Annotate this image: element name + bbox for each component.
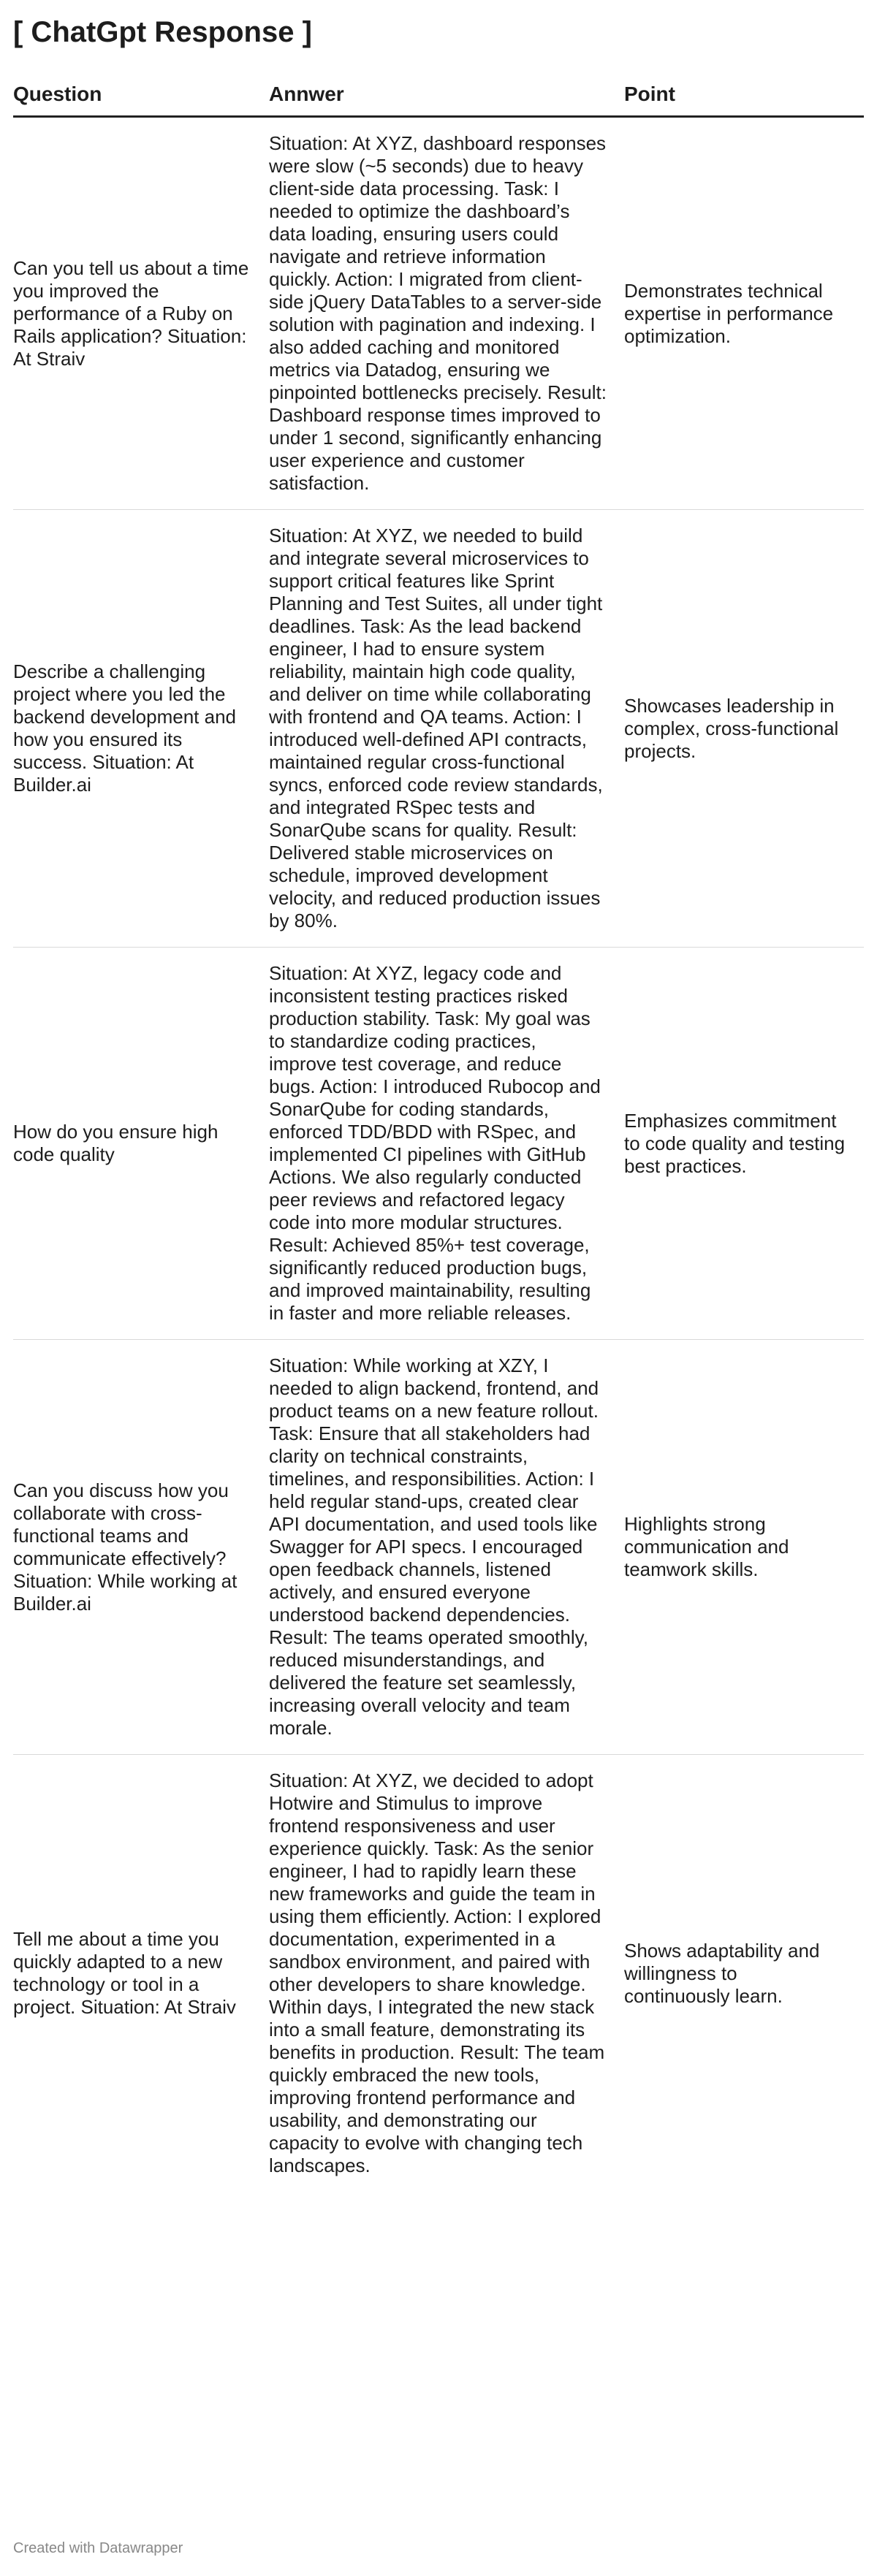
point-cell: Highlights strong communication and teamwork skills. (624, 1340, 864, 1755)
table-row (13, 510, 864, 948)
column-header-point: Point (624, 82, 864, 117)
answer-cell: Situation: At XYZ, we needed to build and integrate several microservices to support critical features like Sprint Planning and Test Suites, all under tight deadlines. Task: As the lead backend engineer, I had to ensure system reliability, maintain high code quality, and deliver on time while collaborating with frontend and QA teams. Action: I introduced well-defined API contracts, maintained regular cross-functional syncs, enforced code review standards, and integrated RSpec tests and SonarQube scans for quality. Result: Delivered stable microservices on schedule, improved development velocity, and reduced production issues by 80%. (269, 510, 624, 948)
point-cell: Emphasizes commitment to code quality and testing best practices. (624, 948, 864, 1340)
question-cell: Can you tell us about a time you improved the performance of a Ruby on Rails application? Situation: At Straiv (13, 117, 269, 510)
point-cell: Demonstrates technical expertise in performance optimization. (624, 117, 864, 510)
data-table (13, 82, 864, 2192)
table-header-row (13, 82, 864, 117)
point-cell: Shows adaptability and willingness to continuously learn. (624, 1939, 820, 2007)
question-cell: Tell me about a time you quickly adapted to a new technology or tool in a project. Situation: At Straiv (13, 1928, 236, 2018)
table-row (13, 948, 864, 1340)
question-cell: Describe a challenging project where you led the backend development and how you ensured its success. Situation: At Builder.ai (13, 510, 269, 948)
attribution-footer: Created with Datawrapper (13, 2540, 183, 2556)
answer-cell: Situation: At XYZ, legacy code and inconsistent testing practices risked production stability. Task: My goal was to standardize coding practices, improve test coverage, and reduce bugs. Action: I introduced Rubocop and SonarQube for coding standards, enforced TDD/BDD with RSpec, and implemented CI pipelines with GitHub Actions. We also regularly conducted peer reviews and refactored legacy code into more modular structures. Result: Achieved 85%+ test coverage, significantly reduced production bugs, and improved maintainability, resulting in faster and more reliable releases. (269, 948, 624, 1340)
column-header-answer: Annwer (269, 82, 624, 117)
column-header-question: Question (13, 82, 269, 117)
question-cell: How do you ensure high code quality (13, 948, 269, 1340)
table-row (13, 117, 864, 510)
answer-cell: Situation: At XYZ, we decided to adopt Hotwire and Stimulus to improve frontend responsiveness and user experience quickly. Task: As the senior engineer, I had to rapidly learn these new frameworks and guide the team in using them efficiently. Action: I explored documentation, experimented in a sandbox environment, and paired with other developers to share knowledge. Within days, I integrated the new stack into a small feature, demonstrating its benefits in production. Result: The team quickly embraced the new tools, improving frontend performance and usability, and demonstrating our capacity to evolve with changing tech landscapes. (269, 1769, 605, 2176)
table-row (13, 1340, 864, 1755)
page-title: [ ChatGpt Response ] (13, 16, 312, 48)
point-cell: Showcases leadership in complex, cross-functional projects. (624, 510, 864, 948)
question-cell: Can you discuss how you collaborate with cross-functional teams and communicate effectively? Situation: While working at Builder.ai (13, 1340, 269, 1755)
answer-cell: Situation: While working at XZY, I needed to align backend, frontend, and product teams on a new feature rollout. Task: Ensure that all stakeholders had clarity on technical constraints, timelines, and responsibilities. Action: I held regular stand-ups, created clear API documentation, and used tools like Swagger for API specs. I encouraged open feedback channels, listened actively, and ensured everyone understood backend dependencies. Result: The teams operated smoothly, reduced misunderstandings, and delivered the feature set seamlessly, increasing overall velocity and team morale. (269, 1340, 624, 1755)
answer-cell: Situation: At XYZ, dashboard responses were slow (~5 seconds) due to heavy client-side data processing. Task: I needed to optimize the dashboard’s data loading, ensuring users could navigate and retrieve information quickly. Action: I migrated from client-side jQuery DataTables to a server-side solution with pagination and indexing. I also added caching and monitored metrics via Datadog, ensuring we pinpointed bottlenecks precisely. Result: Dashboard response times improved to under 1 second, significantly enhancing user experience and customer satisfaction. (269, 117, 624, 510)
table-row (13, 1755, 864, 2192)
